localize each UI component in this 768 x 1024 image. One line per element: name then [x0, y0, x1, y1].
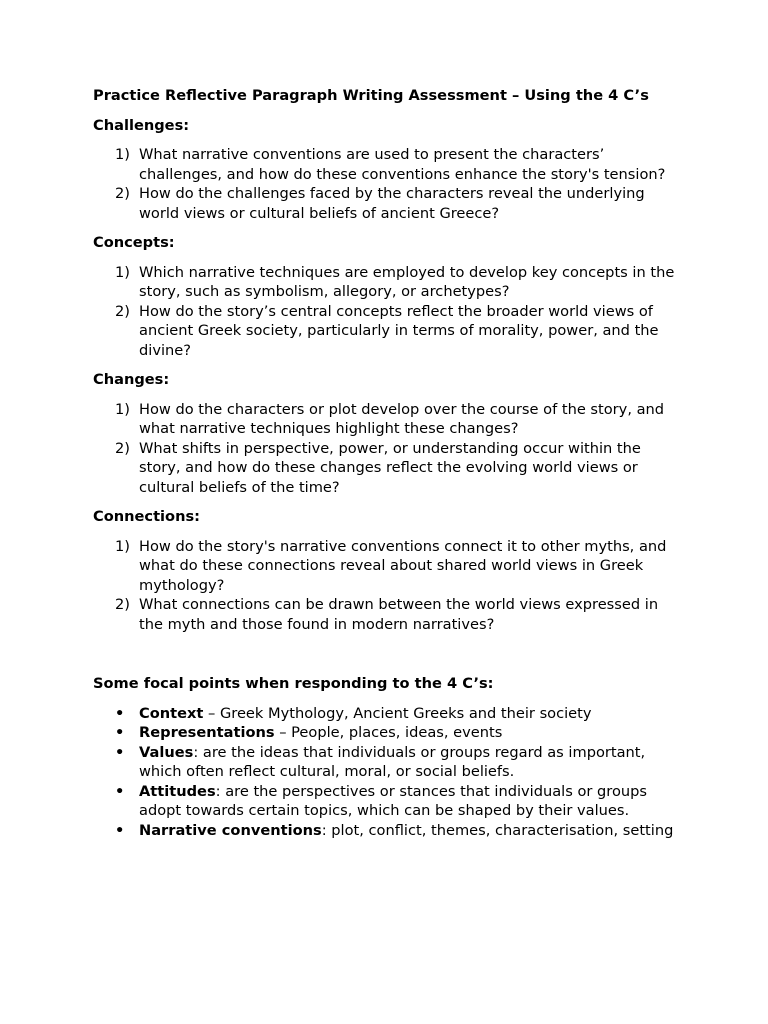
focal-term: Values: [139, 743, 194, 761]
focal-item-narrative-conventions: [93, 821, 678, 841]
question-text: Which narrative techniques are employed to develop key concepts in the story, such as symbolism, allegory, or archetypes?: [139, 263, 675, 300]
concepts-question-list: [93, 263, 678, 361]
focal-description: – Greek Mythology, Ancient Greeks and their society: [203, 704, 592, 722]
question-item: [93, 400, 678, 439]
question-number: 2): [115, 302, 130, 320]
question-item: [93, 302, 678, 361]
question-text: How do the story’s central concepts reflect the broader world views of ancient Greek society, particularly in terms of morality, power, and the divine?: [139, 302, 659, 359]
document-title: Practice Reflective Paragraph Writing Assessment – Using the 4 C’s: [93, 87, 649, 104]
question-item: [93, 595, 678, 634]
focal-term: Attitudes: [139, 782, 216, 800]
question-item: [93, 184, 678, 223]
focal-item-attitudes: [93, 782, 678, 821]
question-number: 1): [115, 400, 130, 418]
question-item: [93, 145, 678, 184]
question-text: How do the story's narrative conventions connect it to other myths, and what do these connections reveal about shared world views in Greek mythology?: [139, 537, 667, 594]
section-spacer: [93, 644, 678, 674]
section-heading-connections: Connections:: [93, 508, 200, 525]
question-item: [93, 439, 678, 498]
question-text: What connections can be drawn between the world views expressed in the myth and those found in modern narratives?: [139, 596, 659, 633]
question-number: 1): [115, 146, 130, 163]
focal-item-representations: [93, 723, 678, 743]
focal-description: – People, places, ideas, events: [274, 724, 503, 741]
question-text: What narrative conventions are used to present the characters’ challenges, and how do these conventions enhance the story's tension?: [139, 146, 666, 183]
bullet-icon: •: [115, 704, 125, 722]
focal-description: : are the perspectives or stances that individuals or groups adopt towards certain topics, which can be shaped by their values.: [139, 782, 648, 819]
question-number: 2): [115, 596, 130, 613]
question-number: 2): [115, 439, 130, 457]
changes-question-list: [93, 400, 678, 498]
question-item: [93, 263, 678, 302]
focal-term: Representations: [139, 724, 275, 741]
question-text: What shifts in perspective, power, or understanding occur within the story, and how do these changes reflect the evolving world views or cultural beliefs of the time?: [139, 439, 641, 496]
focal-description: : plot, conflict, themes, characterisation, setting: [321, 821, 674, 839]
focal-description: : are the ideas that individuals or groups regard as important, which often reflect cultural, moral, or social beliefs.: [139, 743, 646, 780]
section-heading-changes: Changes:: [93, 371, 170, 388]
bullet-icon: •: [115, 724, 125, 741]
focal-term: Narrative conventions: [139, 821, 322, 839]
question-item: [93, 537, 678, 596]
bullet-icon: •: [115, 782, 125, 800]
document-page: [93, 86, 678, 840]
focal-item-context: [93, 704, 678, 724]
focal-points-heading: Some focal points when responding to the 4 C’s:: [93, 675, 494, 692]
question-number: 2): [115, 185, 130, 202]
challenges-question-list: [93, 145, 678, 223]
bullet-icon: •: [115, 743, 125, 761]
question-number: 1): [115, 537, 130, 555]
question-text: How do the characters or plot develop over the course of the story, and what narrative techniques highlight these changes?: [139, 400, 665, 437]
section-heading-concepts: Concepts:: [93, 234, 175, 251]
section-heading-challenges: Challenges:: [93, 116, 190, 134]
question-number: 1): [115, 263, 130, 281]
question-text: How do the challenges faced by the characters reveal the underlying world views or cultural beliefs of ancient Greece?: [139, 185, 645, 222]
connections-question-list: [93, 537, 678, 635]
focal-item-values: [93, 743, 678, 782]
focal-term: Context: [139, 704, 204, 722]
focal-points-list: [93, 704, 678, 841]
bullet-icon: •: [115, 821, 125, 839]
